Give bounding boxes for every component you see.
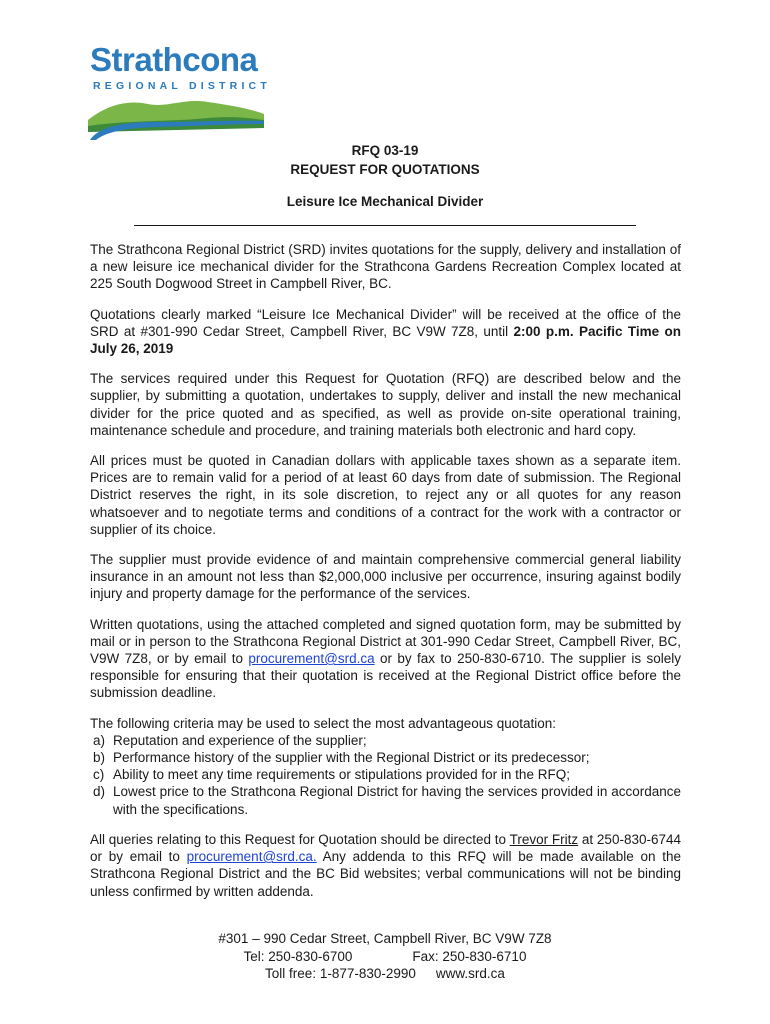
- procurement-email-link[interactable]: procurement@srd.ca: [248, 651, 375, 667]
- submission-paragraph: [90, 616, 681, 702]
- mountain-river-icon: [88, 94, 264, 140]
- list-item: [90, 749, 681, 766]
- deadline-time: 2:00 p.m. Pacific Time on July 26, 2019: [90, 323, 681, 357]
- footer-website[interactable]: www.srd.ca: [435, 966, 505, 981]
- queries-text-3: Any addenda to this RFQ will be made available on the Strathcona Regional District and the BC Bid websites; verbal communications will not be binding unless confirmed by written addenda.: [90, 849, 681, 899]
- footer-web-row: [90, 965, 680, 983]
- criteria-text: Lowest price to the Strathcona Regional District for having the services provided in accordance with the specifications.: [113, 784, 681, 817]
- services-paragraph: The services required under this Request for Quotation (RFQ) are described below and the supplier, by submitting a quotation, undertakes to supply, deliver and install the new mechanical divider for the price quoted and as specified, as well as provide on-site operational training, maintenance schedule and procedure, and training materials both electronic and hard copy.: [90, 371, 681, 438]
- footer-fax: Fax: 250-830-6710: [412, 948, 527, 964]
- rfq-header: [90, 141, 680, 211]
- queries-text-2: at 250-830-6744 or by email to: [90, 831, 681, 865]
- list-item: [90, 783, 681, 817]
- document-body: [90, 241, 681, 913]
- footer-tel: Tel: 250-830-6700: [243, 948, 353, 964]
- criteria-text: Ability to meet any time requirements or stipulations provided for in the RFQ;: [113, 767, 570, 783]
- intro-paragraph: The Strathcona Regional District (SRD) invites quotations for the supply, delivery and installation of a new leisure ice mechanical divider for the Strathcona Gardens Recreation Complex located at 225 South Dogwood Street in Campbell River, BC.: [90, 242, 681, 292]
- srd-logo: [88, 40, 271, 140]
- rfq-title: REQUEST FOR QUOTATIONS: [290, 162, 480, 177]
- header-divider: [134, 225, 636, 226]
- logo-wordmark: Strathcona: [90, 41, 258, 78]
- deadline-paragraph: [90, 306, 681, 358]
- list-item: [90, 732, 681, 749]
- footer-toll-free: Toll free: 1-877-830-2990: [265, 966, 416, 981]
- page-footer: [90, 930, 680, 983]
- criteria-text: Reputation and experience of the supplier;: [113, 732, 367, 748]
- footer-phone-row: [90, 948, 680, 966]
- contact-name: Trevor Fritz: [509, 831, 579, 847]
- pricing-paragraph: All prices must be quoted in Canadian dollars with applicable taxes shown as a separate item. Prices are to remain valid for a period of at least 60 days from date of submission. The Regional District reserves the right, in its sole discretion, to reject any or all quotes for any reason whatsoever and to negotiate terms and conditions of a contract for the work with a contractor or supplier of its choice.: [90, 453, 681, 537]
- procurement-email-link-2[interactable]: procurement@srd.ca.: [186, 849, 317, 865]
- criteria-letter: c): [93, 767, 105, 783]
- rfq-subject: Leisure Ice Mechanical Divider: [286, 194, 484, 209]
- list-item: [90, 766, 681, 783]
- criteria-letter: d): [93, 784, 106, 800]
- criteria-letter: b): [93, 750, 106, 766]
- footer-address: #301 – 990 Cedar Street, Campbell River, BC V9W 7Z8: [218, 931, 552, 946]
- logo-subtitle: REGIONAL DISTRICT: [93, 80, 271, 92]
- criteria-list: [90, 732, 681, 818]
- rfq-number: RFQ 03-19: [351, 143, 419, 158]
- criteria-intro: The following criteria may be used to select the most advantageous quotation:: [90, 715, 557, 731]
- queries-text-1: All queries relating to this Request for Quotation should be directed to: [90, 831, 510, 847]
- submission-text-1: Written quotations, using the attached completed and signed quotation form, may be submitted by mail or in person to the Strathcona Regional District at 301-990 Cedar Street, Campbell River, BC, V9W 7Z8, or by email to: [90, 616, 681, 667]
- queries-paragraph: [90, 831, 681, 900]
- insurance-paragraph: The supplier must provide evidence of and maintain comprehensive commercial general liability insurance in an amount not less than $2,000,000 inclusive per occurrence, insuring against bodily injury and property damage for the performance of the services.: [90, 552, 681, 602]
- deadline-text: Quotations clearly marked “Leisure Ice Mechanical Divider” will be received at the office of the SRD at #301-990 Cedar Street, Campbell River, BC V9W 7Z8, until: [90, 306, 681, 339]
- submission-text-2: or by fax to 250-830-6710. The supplier is solely responsible for ensuring that their quotation is received at the Regional District office before the submission deadline.: [90, 651, 681, 701]
- criteria-letter: a): [93, 732, 106, 748]
- criteria-text: Performance history of the supplier with the Regional District or its predecessor;: [113, 750, 590, 766]
